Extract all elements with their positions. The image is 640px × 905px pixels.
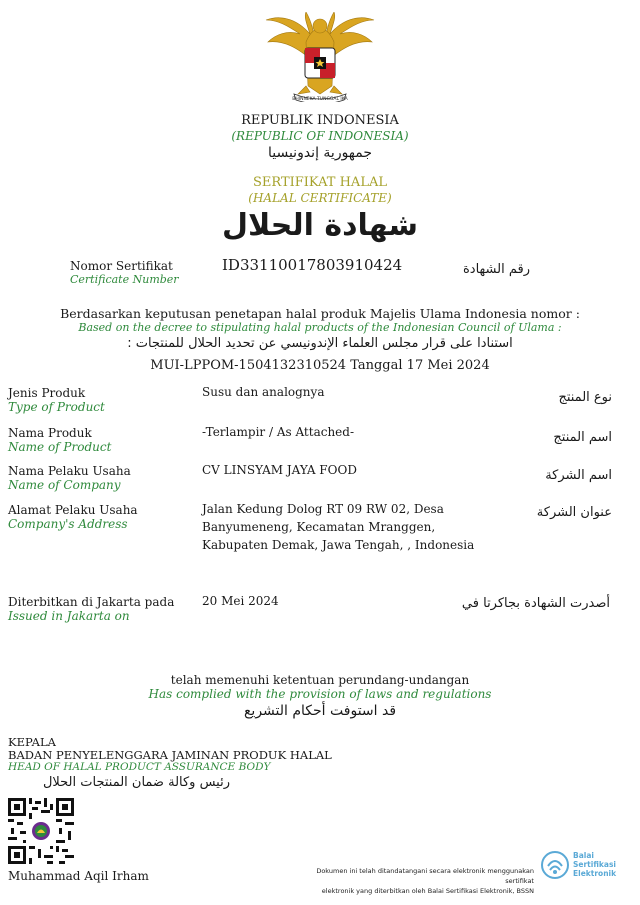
field-type-of-product: [8, 386, 105, 414]
field-name-of-product: [8, 426, 111, 454]
bsre-logo: [540, 850, 570, 880]
issued-label-ar: أصدرت الشهادة بجاكرتا في: [461, 596, 610, 611]
field-label-en: Name of Product: [8, 440, 112, 454]
country-name-en: (REPUBLIC OF INDONESIA): [231, 129, 409, 143]
field-label: Nama Produk: [8, 426, 92, 440]
country-name-ar: جمهورية إندونيسيا: [267, 145, 373, 161]
issued-label-en: Issued in Jakarta on: [8, 609, 130, 623]
field-value: Susu dan analognya: [202, 385, 325, 399]
signatory-agency-en: HEAD OF HALAL PRODUCT ASSURANCE BODY: [8, 761, 271, 773]
bsre-logo-line: Elektronik: [573, 869, 617, 878]
field-value: CV LINSYAM JAYA FOOD: [202, 463, 357, 477]
cert-number-label-ar: رقم الشهادة: [463, 262, 530, 277]
cert-number-label: Nomor Sertifikat: [70, 259, 173, 273]
field-value: -Terlampir / As Attached-: [202, 425, 355, 439]
field-label: Jenis Produk: [8, 386, 86, 400]
disclaimer-line: elektronik yang diterbitkan oleh Balai Sertifikasi Elektronik, BSSN: [321, 887, 534, 895]
address-value: [202, 500, 474, 554]
signatory-name: Muhammad Aqil Irham: [8, 869, 149, 883]
signatory-agency: BADAN PENYELENGGARA JAMINAN PRODUK HALAL: [8, 748, 332, 762]
garuda-pancasila-emblem: [258, 12, 382, 102]
cert-number-label-en: Certificate Number: [70, 273, 179, 286]
emblem-motto: BHINNEKA TUNGGAL IKA: [292, 97, 348, 102]
field-label-ar: نوع المنتج: [558, 390, 612, 405]
address-line: Jalan Kedung Dolog RT 09 RW 02, Desa: [202, 502, 444, 516]
signatory-agency-ar: رئيس وكالة ضمان المنتجات الحلال: [42, 775, 230, 790]
field-label-ar: اسم الشركة: [545, 468, 612, 483]
compliance-text-ar: قد استوفت أحكام التشريع: [243, 703, 397, 719]
field-label: Alamat Pelaku Usaha: [8, 503, 138, 517]
shield-icon: [305, 48, 335, 78]
bsre-logo-line: Balai: [573, 851, 594, 860]
basis-text-en: Based on the decree to stipulating halal products of the Indonesian Council of Ulama :: [78, 321, 562, 334]
field-label-en: Type of Product: [8, 400, 105, 414]
signatory-title: KEPALA: [8, 735, 56, 749]
disclaimer-line: Dokumen ini telah ditandatangani secara elektronik menggunakan sertifikat: [316, 867, 534, 885]
decree-number: MUI-LPPOM-1504132310524 Tanggal 17 Mei 2024: [150, 358, 490, 373]
field-label-en: Company's Address: [8, 517, 128, 531]
country-name: REPUBLIK INDONESIA: [241, 113, 399, 128]
field-label-en: Name of Company: [8, 478, 121, 492]
field-label-ar: اسم المنتج: [553, 430, 612, 445]
address-line: Kabupaten Demak, Jawa Tengah, , Indonesia: [202, 538, 475, 552]
certificate-title-en: (HALAL CERTIFICATE): [248, 191, 392, 205]
certificate-title: SERTIFIKAT HALAL: [253, 175, 387, 190]
e-signature-disclaimer: [290, 866, 534, 896]
cert-number-value: ID33110017803910424: [222, 256, 403, 274]
qr-code: [8, 798, 74, 864]
field-label-ar: عنوان الشركة: [536, 505, 612, 520]
bsre-logo-line: Sertifikasi: [573, 860, 616, 869]
issued-label: Diterbitkan di Jakarta pada: [8, 595, 175, 609]
compliance-text-en: Has complied with the provision of laws and regulations: [148, 687, 492, 701]
certificate-title-ar: شهادة الحلال: [221, 208, 419, 243]
bsre-logo-text: [573, 851, 616, 878]
field-name-of-company: [8, 464, 131, 492]
basis-text: Berdasarkan keputusan penetapan halal produk Majelis Ulama Indonesia nomor :: [60, 306, 580, 321]
field-label: Nama Pelaku Usaha: [8, 464, 131, 478]
issued-block: [8, 595, 174, 623]
issued-date: 20 Mei 2024: [202, 594, 279, 608]
halal-logo-icon: [31, 821, 51, 841]
compliance-text: telah memenuhi ketentuan perundang-undangan: [170, 673, 470, 687]
basis-text-ar: استنادا على قرار مجلس العلماء الإندونيسي عن تحديد الحلال للمنتجات :: [127, 336, 513, 351]
address-line: Banyumeneng, Kecamatan Mranggen,: [202, 520, 436, 534]
field-company-address: [8, 503, 138, 531]
